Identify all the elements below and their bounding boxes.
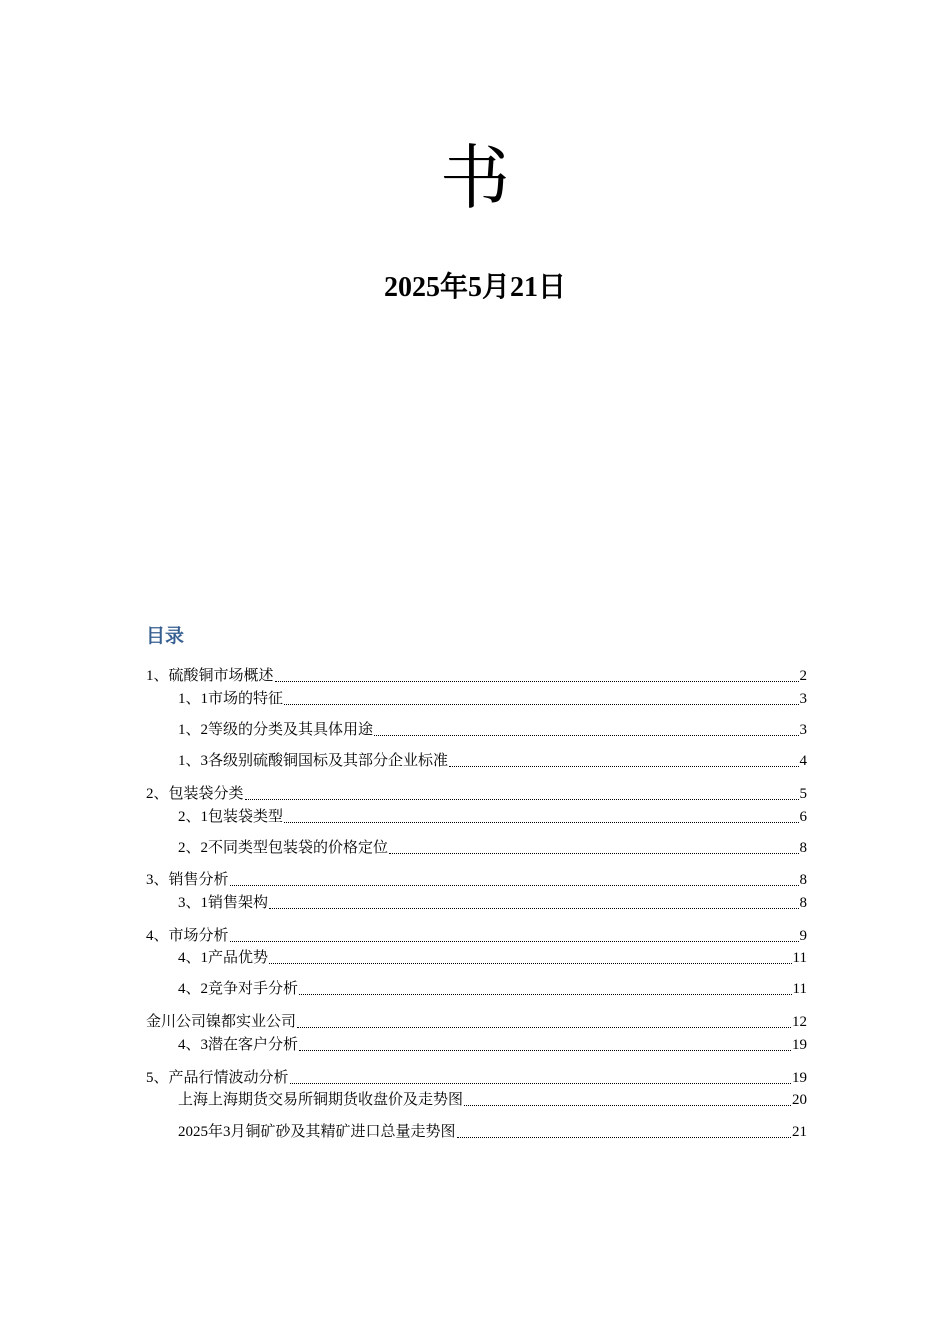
toc-entry-page: 21 xyxy=(792,1124,807,1140)
toc-entry-label: 4、3潜在客户分析 xyxy=(178,1037,299,1053)
toc-entry-page: 8 xyxy=(799,895,807,911)
toc-leader-dots xyxy=(464,1104,791,1106)
toc-entry[interactable] xyxy=(178,751,807,771)
toc-entry-page: 8 xyxy=(799,872,807,888)
toc-leader-dots xyxy=(275,680,799,682)
toc-leader-dots xyxy=(245,798,799,800)
toc-entry-page: 19 xyxy=(792,1037,807,1053)
toc-entry-label: 2、2不同类型包装袋的价格定位 xyxy=(178,840,389,856)
cover-title: 书 xyxy=(440,141,510,218)
toc-leader-dots xyxy=(230,884,799,886)
toc-entry-label: 3、销售分析 xyxy=(146,872,229,888)
toc-entry-label: 1、1市场的特征 xyxy=(178,691,284,707)
toc-entry-page: 3 xyxy=(799,722,807,738)
toc-leader-dots xyxy=(269,907,798,909)
toc-leader-dots xyxy=(230,940,799,942)
toc-leader-dots xyxy=(299,1049,791,1051)
toc-entry[interactable] xyxy=(178,1035,807,1055)
toc-entry[interactable] xyxy=(178,1122,807,1142)
toc-leader-dots xyxy=(374,734,798,736)
toc-entry-page: 6 xyxy=(799,809,807,825)
toc-entry-label: 2025年3月铜矿砂及其精矿进口总量走势图 xyxy=(178,1124,456,1140)
toc-leader-dots xyxy=(297,1026,791,1028)
toc-entry[interactable] xyxy=(146,666,807,686)
toc-leader-dots xyxy=(457,1136,791,1138)
toc-entry-label: 4、2竞争对手分析 xyxy=(178,981,299,997)
toc-entry-page: 20 xyxy=(792,1092,807,1108)
toc-leader-dots xyxy=(269,962,792,964)
toc-leader-dots xyxy=(290,1082,791,1084)
toc-entry-page: 4 xyxy=(799,753,807,769)
toc-entry[interactable] xyxy=(178,893,807,913)
toc-entry-label: 2、1包装袋类型 xyxy=(178,809,284,825)
toc-entry-label: 4、市场分析 xyxy=(146,928,229,944)
cover-date: 2025年5月21日 xyxy=(383,272,566,303)
toc-entry[interactable] xyxy=(178,807,807,827)
toc-entry[interactable] xyxy=(178,838,807,858)
toc-entry-label: 上海上海期货交易所铜期货收盘价及走势图 xyxy=(178,1092,464,1108)
toc-entry-page: 11 xyxy=(792,981,807,997)
toc-entry-label: 2、包装袋分类 xyxy=(146,786,244,802)
toc-leader-dots xyxy=(449,765,798,767)
toc-heading: 目录 xyxy=(146,625,185,647)
toc-entry[interactable] xyxy=(146,784,807,804)
toc-entry-page: 8 xyxy=(799,840,807,856)
toc-entry-label: 1、2等级的分类及其具体用途 xyxy=(178,722,374,738)
toc-entry-label: 金川公司镍都实业公司 xyxy=(146,1014,297,1030)
toc-entry-label: 3、1销售架构 xyxy=(178,895,269,911)
toc-entry[interactable] xyxy=(178,689,807,709)
toc-entry-page: 9 xyxy=(799,928,807,944)
toc-entry[interactable] xyxy=(146,1012,807,1032)
toc-entry-label: 1、3各级别硫酸铜国标及其部分企业标准 xyxy=(178,753,449,769)
toc-entry-label: 4、1产品优势 xyxy=(178,950,269,966)
toc-leader-dots xyxy=(284,703,798,705)
toc-entry-page: 2 xyxy=(799,668,807,684)
toc-entry[interactable] xyxy=(178,1090,807,1110)
toc-leader-dots xyxy=(389,852,798,854)
toc-entry[interactable] xyxy=(178,979,807,999)
toc-entry-page: 3 xyxy=(799,691,807,707)
toc-entry-page: 11 xyxy=(792,950,807,966)
toc-entry-page: 5 xyxy=(799,786,807,802)
toc-leader-dots xyxy=(284,821,798,823)
toc-entry[interactable] xyxy=(178,720,807,740)
toc-entry[interactable] xyxy=(146,1068,807,1088)
toc-entry[interactable] xyxy=(146,870,807,890)
toc-leader-dots xyxy=(299,993,792,995)
toc-entry[interactable] xyxy=(146,926,807,946)
toc-entry-page: 19 xyxy=(792,1070,807,1086)
toc-entry[interactable] xyxy=(178,948,807,968)
toc-entry-label: 5、产品行情波动分析 xyxy=(146,1070,289,1086)
toc-entry-label: 1、硫酸铜市场概述 xyxy=(146,668,274,684)
toc-entry-page: 12 xyxy=(792,1014,807,1030)
